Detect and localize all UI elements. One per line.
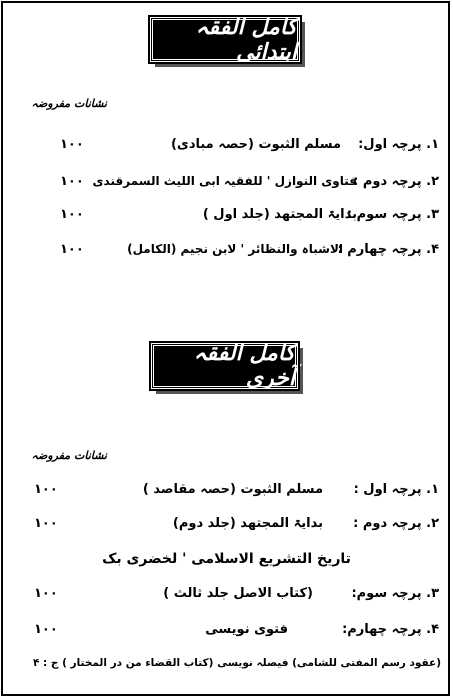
paper-marks: ۱۰۰	[34, 482, 58, 497]
paper-label: ۳. پرچہ سوم :	[346, 207, 439, 222]
paper-subject: فتاوی النوازل ' للفقیہ ابی اللیث السمرقندی	[92, 174, 357, 188]
paper-label: ۳. پرچہ سوم:	[351, 586, 439, 601]
section1-paper-row	[0, 174, 453, 196]
section2-marks-heading: نشانات مفروضہ	[31, 449, 107, 462]
paper-label: ۱. پرچہ اول :	[353, 482, 439, 497]
section2-paper-row	[0, 482, 453, 504]
section2-paper-row	[0, 622, 453, 644]
footnote: (عقود رسم المفتی للشامی) فیصلہ نویسی (کتاب القضاء من در المختار ) ج : ۴	[32, 657, 441, 669]
paper-subject: الاشباہ والنظائر ' لابن نجیم (الکامل)	[127, 242, 343, 256]
paper-label: ۲. پرچہ دوم :	[353, 174, 439, 189]
paper-subject: فتوی نویسی	[205, 622, 288, 637]
paper-marks: ۱۰۰	[34, 622, 58, 637]
paper-label: ۴. پرچہ چھارم:	[342, 622, 439, 637]
section2-title: کامل الفقہ آخری	[151, 343, 298, 389]
section1-title: کامل الفقہ ابتدائی	[150, 17, 300, 62]
paper-subject: مسلم الثبوت (حصہ مبادی)	[170, 137, 341, 152]
section1-marks-heading: نشانات مفروضہ	[31, 97, 107, 110]
paper-label: ۲. پرچہ دوم :	[353, 516, 439, 531]
paper-marks: ۱۰۰	[60, 207, 84, 222]
paper-marks: ۱۰۰	[60, 174, 84, 189]
paper-marks: ۱۰۰	[34, 586, 58, 601]
section1-paper-row	[0, 137, 453, 159]
paper-marks: ۱۰۰	[34, 516, 58, 531]
section2-paper-row	[0, 516, 453, 538]
paper-label: ۴. پرچہ چھارم :	[337, 242, 439, 257]
paper-marks: ۱۰۰	[60, 242, 84, 257]
extra-subject-line: تاریخ التشریع الاسلامی ' لخضری بک	[102, 551, 351, 567]
paper-subject: بدایۃ المجتھد (جلد اول )	[202, 207, 357, 222]
paper-subject: (کتاب الاصل جلد ثالث )	[163, 586, 313, 601]
section1-paper-row	[0, 242, 453, 264]
section1-paper-row	[0, 207, 453, 229]
section2-paper-row	[0, 586, 453, 608]
paper-marks: ۱۰۰	[60, 137, 84, 152]
paper-label: ۱. پرچہ اول:	[358, 137, 439, 152]
paper-subject: مسلم الثبوت (حصہ مقاصد )	[142, 482, 323, 497]
paper-subject: بدایۃ المجتھد (جلد دوم)	[172, 516, 323, 531]
